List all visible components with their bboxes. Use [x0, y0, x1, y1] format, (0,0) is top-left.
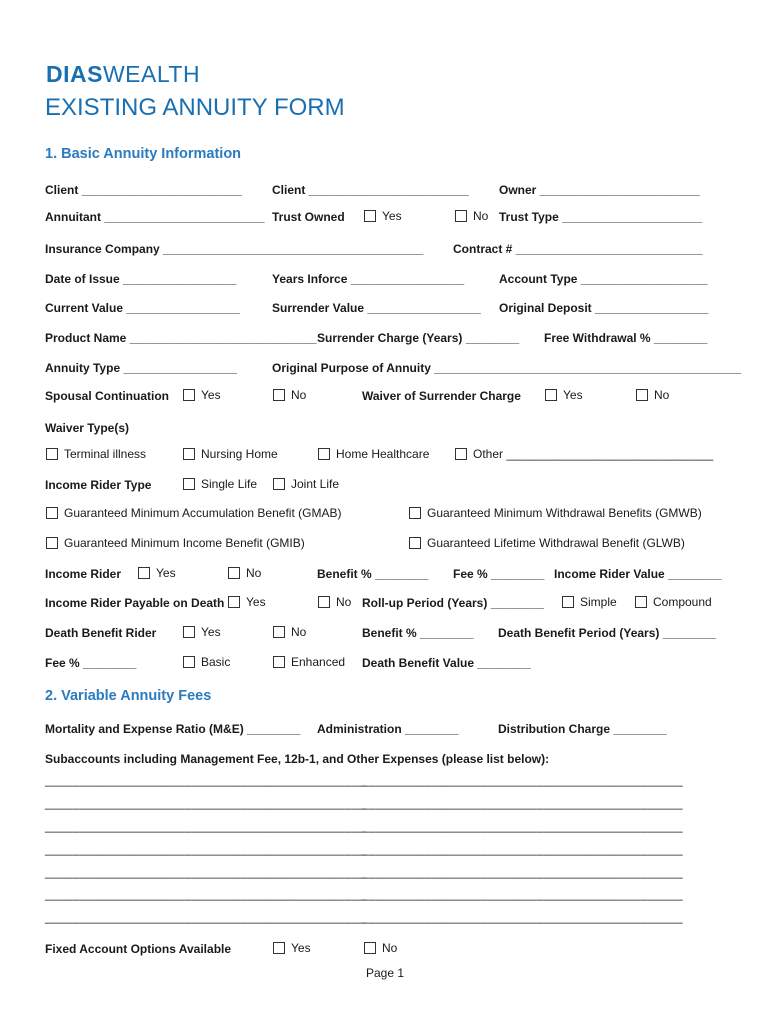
- checkbox-icon[interactable]: [545, 389, 557, 401]
- gmib-option[interactable]: [46, 536, 305, 550]
- fee-pct-field-2[interactable]: Fee % ________: [45, 656, 137, 670]
- administration-field[interactable]: Administration ________: [317, 722, 459, 736]
- surrender-charge-field[interactable]: Surrender Charge (Years) ________: [317, 331, 520, 345]
- original-purpose-field[interactable]: Original Purpose of Annuity ______________________________________________: [272, 361, 742, 375]
- subaccounts-label: Subaccounts including Management Fee, 12b-1, and Other Expenses (please list below):: [45, 752, 550, 766]
- basic-label: Basic: [201, 655, 231, 669]
- checkbox-icon[interactable]: [46, 507, 58, 519]
- waiver-yes-label: Yes: [563, 388, 583, 402]
- checkbox-icon[interactable]: [228, 596, 240, 608]
- fixed-no-label: No: [382, 941, 398, 955]
- section2-heading: 2. Variable Annuity Fees: [45, 688, 212, 704]
- brand-logo: [46, 61, 200, 88]
- checkbox-icon[interactable]: [273, 942, 285, 954]
- subaccount-line[interactable]: ______________________________________________: [45, 865, 366, 879]
- subaccount-line[interactable]: ______________________________________________: [362, 796, 683, 810]
- glwb-option[interactable]: [409, 536, 685, 550]
- benefit-pct-field[interactable]: Benefit % ________: [317, 567, 429, 581]
- death-rider-yes-label: Yes: [201, 625, 221, 639]
- spousal-yes-label: Yes: [201, 388, 221, 402]
- subaccount-line[interactable]: ______________________________________________: [362, 887, 683, 901]
- income-rider-no[interactable]: [228, 566, 261, 580]
- gmib-label: Guaranteed Minimum Income Benefit (GMIB): [64, 536, 305, 550]
- checkbox-icon[interactable]: [138, 567, 150, 579]
- simple-option[interactable]: [562, 595, 617, 609]
- gmwb-option[interactable]: [409, 506, 702, 520]
- form-title: EXISTING ANNUITY FORM: [45, 94, 345, 121]
- joint-life-label: Joint Life: [291, 477, 340, 491]
- checkbox-icon[interactable]: [409, 537, 421, 549]
- checkbox-icon[interactable]: [318, 596, 330, 608]
- spousal-continuation-label: Spousal Continuation: [45, 389, 169, 403]
- terminal-illness-label: Terminal illness: [64, 447, 147, 461]
- insurance-company-field[interactable]: Insurance Company _______________________________________: [45, 242, 424, 256]
- trust-owned-no[interactable]: [455, 209, 488, 223]
- gmab-option[interactable]: [46, 506, 341, 520]
- years-inforce-field[interactable]: Years Inforce _________________: [272, 272, 465, 286]
- checkbox-icon[interactable]: [455, 210, 467, 222]
- trust-owned-yes[interactable]: [364, 209, 402, 223]
- subaccount-line[interactable]: ______________________________________________: [45, 842, 366, 856]
- checkbox-icon[interactable]: [228, 567, 240, 579]
- simple-label: Simple: [580, 595, 617, 609]
- client-field-1[interactable]: Client ________________________: [45, 183, 242, 197]
- checkbox-icon[interactable]: [636, 389, 648, 401]
- checkbox-icon[interactable]: [364, 942, 376, 954]
- waiver-surrender-label: Waiver of Surrender Charge: [362, 389, 521, 403]
- subaccount-line[interactable]: ______________________________________________: [45, 910, 366, 924]
- fixed-yes-label: Yes: [291, 941, 311, 955]
- original-deposit-field[interactable]: Original Deposit _________________: [499, 301, 709, 315]
- fee-pct-field[interactable]: Fee % ________: [453, 567, 545, 581]
- checkbox-icon[interactable]: [635, 596, 647, 608]
- payable-yes-label: Yes: [246, 595, 266, 609]
- nursing-home-label: Nursing Home: [201, 447, 278, 461]
- mortality-expense-field[interactable]: Mortality and Expense Ratio (M&E) ________: [45, 722, 301, 736]
- surrender-value-field[interactable]: Surrender Value _________________: [272, 301, 481, 315]
- annuity-type-field[interactable]: Annuity Type _________________: [45, 361, 237, 375]
- death-benefit-value-field[interactable]: Death Benefit Value ________: [362, 656, 531, 670]
- subaccount-line[interactable]: ______________________________________________: [45, 887, 366, 901]
- product-name-field[interactable]: Product Name ____________________________: [45, 331, 317, 345]
- compound-option[interactable]: [635, 595, 712, 609]
- owner-field[interactable]: Owner ________________________: [499, 183, 700, 197]
- fixed-account-no[interactable]: [364, 941, 397, 955]
- client-field-2[interactable]: Client ________________________: [272, 183, 469, 197]
- checkbox-icon[interactable]: [318, 448, 330, 460]
- checkbox-icon[interactable]: [455, 448, 467, 460]
- payable-on-death-yes[interactable]: [228, 595, 266, 609]
- free-withdrawal-field[interactable]: Free Withdrawal % ________: [544, 331, 708, 345]
- checkbox-icon[interactable]: [183, 389, 195, 401]
- gmwb-label: Guaranteed Minimum Withdrawal Benefits (GMWB): [427, 506, 702, 520]
- checkbox-icon[interactable]: [562, 596, 574, 608]
- brand-logo-part2: WEALTH: [102, 61, 201, 87]
- other-waiver-option[interactable]: [455, 447, 713, 461]
- trust-owned-label: Trust Owned: [272, 210, 345, 224]
- single-life-option[interactable]: [183, 477, 257, 491]
- fixed-account-label: Fixed Account Options Available: [45, 942, 232, 956]
- section1-heading: 1. Basic Annuity Information: [45, 146, 242, 162]
- waiver-types-label: Waiver Type(s): [45, 421, 130, 435]
- date-of-issue-field[interactable]: Date of Issue _________________: [45, 272, 237, 286]
- subaccount-line[interactable]: ______________________________________________: [362, 910, 683, 924]
- subaccount-line[interactable]: ______________________________________________: [45, 796, 366, 810]
- death-benefit-rider-no[interactable]: [273, 625, 306, 639]
- death-rider-no-label: No: [291, 625, 307, 639]
- joint-life-option[interactable]: [273, 477, 339, 491]
- payable-no-label: No: [336, 595, 352, 609]
- income-rider-type-label: Income Rider Type: [45, 478, 152, 492]
- checkbox-icon[interactable]: [273, 656, 285, 668]
- trust-owned-no-label: No: [473, 209, 489, 223]
- payable-on-death-label: Income Rider Payable on Death: [45, 596, 225, 610]
- other-waiver-label: Other _______________________________: [473, 447, 714, 461]
- home-healthcare-label: Home Healthcare: [336, 447, 430, 461]
- income-rider-yes[interactable]: [138, 566, 176, 580]
- checkbox-icon[interactable]: [364, 210, 376, 222]
- nursing-home-option[interactable]: [183, 447, 278, 461]
- basic-option[interactable]: [183, 655, 230, 669]
- annuitant-field[interactable]: Annuitant ________________________: [45, 210, 265, 224]
- subaccount-line[interactable]: ______________________________________________: [45, 773, 366, 787]
- checkbox-icon[interactable]: [46, 537, 58, 549]
- income-rider-no-label: No: [246, 566, 262, 580]
- trust-owned-yes-label: Yes: [382, 209, 402, 223]
- subaccount-line[interactable]: ______________________________________________: [362, 865, 683, 879]
- single-life-label: Single Life: [201, 477, 258, 491]
- death-benefit-rider-yes[interactable]: [183, 625, 221, 639]
- checkbox-icon[interactable]: [273, 389, 285, 401]
- subaccount-line[interactable]: ______________________________________________: [362, 773, 683, 787]
- checkbox-icon[interactable]: [183, 448, 195, 460]
- death-benefit-rider-label: Death Benefit Rider: [45, 626, 157, 640]
- subaccount-line[interactable]: ______________________________________________: [362, 819, 683, 833]
- trust-type-field[interactable]: Trust Type _____________________: [499, 210, 703, 224]
- waiver-surrender-no[interactable]: [636, 388, 669, 402]
- income-rider-yes-label: Yes: [156, 566, 176, 580]
- home-healthcare-option[interactable]: [318, 447, 429, 461]
- glwb-label: Guaranteed Lifetime Withdrawal Benefit (GLWB): [427, 536, 685, 550]
- rollup-period-field[interactable]: Roll-up Period (Years) ________: [362, 596, 545, 610]
- terminal-illness-option[interactable]: [46, 447, 146, 461]
- checkbox-icon[interactable]: [46, 448, 58, 460]
- subaccount-line[interactable]: ______________________________________________: [362, 842, 683, 856]
- compound-label: Compound: [653, 595, 712, 609]
- fixed-account-yes[interactable]: [273, 941, 311, 955]
- income-rider-value-field[interactable]: Income Rider Value ________: [554, 567, 722, 581]
- enhanced-label: Enhanced: [291, 655, 346, 669]
- checkbox-icon[interactable]: [183, 626, 195, 638]
- checkbox-icon[interactable]: [183, 478, 195, 490]
- enhanced-option[interactable]: [273, 655, 345, 669]
- brand-logo-part1: DIAS: [46, 61, 103, 87]
- distribution-charge-field[interactable]: Distribution Charge ________: [498, 722, 667, 736]
- checkbox-icon[interactable]: [273, 478, 285, 490]
- spousal-continuation-yes[interactable]: [183, 388, 221, 402]
- checkbox-icon[interactable]: [409, 507, 421, 519]
- gmab-label: Guaranteed Minimum Accumulation Benefit (GMAB): [64, 506, 342, 520]
- death-benefit-period-field[interactable]: Death Benefit Period (Years) ________: [498, 626, 717, 640]
- spousal-continuation-no[interactable]: [273, 388, 306, 402]
- page-number: Page 1: [365, 966, 405, 980]
- checkbox-icon[interactable]: [273, 626, 285, 638]
- contract-number-field[interactable]: Contract # ____________________________: [453, 242, 703, 256]
- waiver-no-label: No: [654, 388, 670, 402]
- payable-on-death-no[interactable]: [318, 595, 351, 609]
- income-rider-label: Income Rider: [45, 567, 122, 581]
- account-type-field[interactable]: Account Type ___________________: [499, 272, 708, 286]
- spousal-no-label: No: [291, 388, 307, 402]
- current-value-field[interactable]: Current Value _________________: [45, 301, 240, 315]
- waiver-surrender-yes[interactable]: [545, 388, 583, 402]
- checkbox-icon[interactable]: [183, 656, 195, 668]
- subaccount-line[interactable]: ______________________________________________: [45, 819, 366, 833]
- benefit-pct-field-2[interactable]: Benefit % ________: [362, 626, 474, 640]
